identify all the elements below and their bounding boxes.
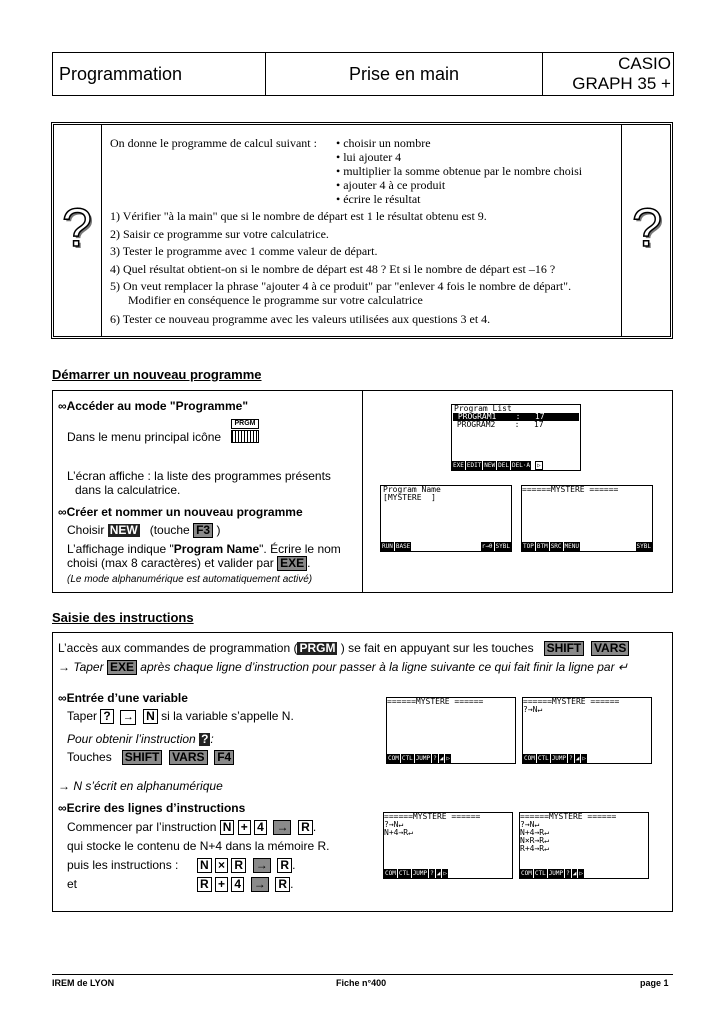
step-item: • ajouter 4 à ce produit	[336, 178, 446, 192]
puis-keys	[197, 858, 295, 873]
creer-title-text: Créer et nommer un nouveau programme	[66, 505, 303, 519]
menu-key	[532, 461, 534, 470]
four-key: 4	[231, 877, 244, 892]
calc-screen-program-name	[380, 485, 512, 552]
prgm-menu-icon	[231, 419, 259, 441]
menu-text: Dans le menu principal icône	[67, 430, 222, 444]
menu-key: COM	[385, 870, 396, 877]
calc-screen-program-list	[451, 404, 581, 471]
store-arrow-key: →	[253, 858, 271, 873]
alpha-note: (Le mode alphanumérique est automatiquement activé)	[67, 574, 313, 585]
menu-key: NEW	[484, 462, 496, 469]
taper-line	[58, 660, 628, 675]
step-item: • écrire le résultat	[336, 192, 421, 206]
plus-key: +	[215, 877, 228, 892]
menu-key: ?	[433, 755, 437, 762]
menu-key: r→θ	[481, 543, 493, 550]
calc-screen-mystere-3	[383, 812, 513, 879]
menu-key: EDIT	[466, 462, 482, 469]
screen-line: [MYSTERE ]	[383, 493, 436, 502]
menu-key: DEL	[498, 462, 509, 469]
screen-function-menu	[381, 542, 511, 551]
question-item: 4) Quel résultat obtient-on si le nombre de départ est 48 ? Et si le nombre de départ est –16 ?	[110, 262, 556, 276]
program-steps	[336, 136, 582, 206]
screen-line: Program List	[454, 404, 512, 413]
question-item: 1) Vérifier "à la main" que si le nombre de départ est 1 le résultat obtenu est 9.	[110, 209, 487, 223]
choisir-label: Choisir	[67, 523, 105, 537]
calc-screen-mystere-4	[519, 812, 649, 879]
menu-key	[412, 542, 473, 551]
menu-key: ◢	[572, 870, 577, 877]
header-title-right	[543, 53, 673, 95]
si-variable-text: si la variable s’appelle N.	[161, 709, 294, 723]
dot: .	[292, 858, 296, 872]
store-arrow-key: →	[251, 877, 269, 892]
screen-line: ======MYSTERE ======	[522, 485, 619, 494]
acces-line	[58, 641, 629, 656]
question-mark-icon: ?	[62, 198, 93, 258]
screen-line: Program Name	[383, 485, 441, 494]
n-key: N	[197, 858, 212, 873]
affichage-line2	[67, 556, 310, 571]
prgm-icon-label: PRGM	[231, 419, 259, 429]
r-key: R	[231, 858, 246, 873]
affichage-part: L’affichage indique "	[67, 542, 174, 556]
header-right-line1: CASIO	[618, 54, 671, 73]
footer-right: page 1	[640, 978, 669, 988]
r-key: R	[298, 820, 313, 835]
menu-key: CTL	[398, 870, 410, 877]
screen-line: N×R→R↵	[520, 836, 549, 845]
menu-key: EXE	[453, 462, 464, 469]
dot: .	[307, 556, 311, 570]
taper-text: → Taper	[58, 660, 104, 674]
question-key-dark: ?	[201, 732, 209, 746]
menu-key: COM	[524, 755, 535, 762]
menu-key: ▷	[537, 462, 541, 469]
screen-function-menu	[384, 869, 512, 878]
menu-key: MENU	[564, 543, 579, 550]
n-alpha-note: → N s’écrit en alphanumérique	[58, 779, 223, 793]
affichage-part: choisi (max 8 caractères) et valider par	[67, 556, 274, 570]
question-intro: On donne le programme de calcul suivant :	[110, 136, 317, 150]
menu-key: ?	[569, 755, 573, 762]
plus-key: +	[238, 820, 251, 835]
exe-key: EXE	[107, 660, 137, 675]
step-item: • multiplier la somme obtenue par le nombre choisi	[336, 164, 583, 178]
shift-key: SHIFT	[544, 641, 585, 656]
menu-key: COM	[388, 755, 399, 762]
program-name-label: Program Name	[173, 542, 260, 556]
menu-key: COM	[521, 870, 532, 877]
ecran-text1: L’écran affiche : la liste des programmes présents	[67, 469, 331, 483]
qui-stocke-text: qui stocke le contenu de N+4 dans la mémoire R.	[67, 839, 330, 853]
f4-key: F4	[214, 750, 234, 765]
section-title-saisie: Saisie des instructions	[52, 610, 194, 625]
puis-label: puis les instructions :	[67, 858, 179, 872]
menu-key	[478, 542, 480, 551]
menu-key: JUMP	[551, 755, 567, 762]
close-paren: )	[216, 523, 221, 537]
screen-line: ?→N↵	[520, 820, 540, 829]
menu-key: CTL	[537, 755, 549, 762]
calc-screen-editor	[521, 485, 653, 552]
et-keys	[197, 877, 293, 892]
menu-key: BASE	[395, 543, 411, 550]
screen-line: ======MYSTERE ======	[384, 812, 481, 821]
question-right-panel	[621, 125, 671, 336]
calc-screen-mystere-2	[522, 697, 652, 764]
f3-key: F3	[193, 523, 213, 538]
screen-function-menu	[523, 754, 651, 763]
screen-function-menu	[522, 542, 652, 551]
question-left-panel	[54, 125, 102, 336]
screen-line: R+4→R↵	[520, 844, 549, 853]
question-item: 6) Tester ce nouveau programme avec les valeurs utilisées aux questions 3 et 4.	[110, 312, 491, 326]
step-item: • choisir un nombre	[336, 136, 431, 150]
prgm-key: PRGM	[299, 641, 336, 655]
menu-key: BTM	[536, 543, 548, 550]
screen-line: N+4→R↵	[384, 828, 413, 837]
question-item: 5) On veut remplacer la phrase "ajouter 4 à ce produit" par "enlever 4 fois le nombre de départ".	[110, 279, 572, 293]
menu-key: ◢	[575, 755, 580, 762]
screen-function-menu	[387, 754, 515, 763]
screen-function-menu	[520, 869, 648, 878]
ecrire-title-text: Ecrire des lignes d’instructions	[66, 801, 246, 815]
footer-center: Fiche n°400	[336, 978, 387, 988]
screen-line-selected: PROGRAM1 : 17	[453, 413, 579, 421]
menu-key: JUMP	[412, 870, 428, 877]
screen-line: ======MYSTERE ======	[387, 697, 484, 706]
question-list	[110, 209, 616, 326]
acces-text: ) se fait en appuyant sur les touches	[340, 641, 534, 655]
entree-title-text: Entrée d’une variable	[66, 691, 188, 705]
acceder-title-text: Accéder au mode "Programme"	[66, 399, 249, 413]
ecrire-title: ∞Ecrire des lignes d’instructions	[58, 801, 246, 815]
choisir-line	[67, 523, 220, 538]
pour-obtenir-text: Pour obtenir l’instruction	[67, 732, 196, 746]
header-right-line2: GRAPH 35 +	[572, 74, 671, 93]
question-item: 2) Saisir ce programme sur votre calculatrice.	[110, 227, 329, 241]
menu-key: SYBL	[495, 543, 510, 550]
menu-key: ▷	[579, 870, 584, 877]
menu-key: ◢	[436, 870, 441, 877]
four-key: 4	[254, 820, 267, 835]
menu-key: JUMP	[548, 870, 564, 877]
store-arrow-key: →	[273, 820, 291, 835]
screen-line: ?→N↵	[523, 705, 543, 714]
affichage-line1	[67, 542, 341, 557]
dot: .	[312, 820, 317, 834]
menu-key	[581, 542, 635, 551]
commencer-line	[67, 820, 316, 835]
r-key: R	[277, 858, 292, 873]
screen-line: N+4→R↵	[520, 828, 549, 837]
page-header	[52, 52, 674, 96]
menu-key: ▷	[446, 755, 451, 762]
step-item: • lui ajouter 4	[336, 150, 402, 164]
screen-line: ======MYSTERE ======	[520, 812, 617, 821]
question-key: ?	[100, 709, 113, 724]
menu-key: TOP	[523, 543, 534, 550]
screen-line: PROGRAM2 : 17	[452, 420, 544, 429]
menu-key: SYBL	[636, 543, 651, 550]
store-arrow-key: →	[120, 710, 136, 725]
n-key: N	[143, 709, 158, 724]
question-item: 3) Tester le programme avec 1 comme valeur de départ.	[110, 244, 378, 258]
taper-text: après chaque ligne d’instruction pour passer à la ligne suivante ce qui fait finir la ligne par ↵	[140, 660, 628, 674]
menu-key	[475, 542, 477, 551]
touches-label: Touches	[67, 750, 112, 764]
r-key: R	[197, 877, 212, 892]
acces-text: L’accès aux commandes de programmation (	[58, 641, 298, 655]
header-title-left: Programmation	[53, 53, 266, 95]
menu-key: DEL·A	[511, 462, 531, 469]
menu-key: ?	[430, 870, 434, 877]
n-key: N	[220, 820, 235, 835]
exe-key: EXE	[277, 556, 307, 571]
touches-line	[67, 750, 234, 765]
vars-key: VARS	[591, 641, 629, 656]
touche-label: (touche	[149, 523, 190, 537]
affichage-part: ". Écrire le nom	[259, 542, 341, 556]
commencer-text: Commencer par l’instruction	[67, 820, 217, 834]
times-key: ×	[215, 858, 228, 873]
vars-key: VARS	[169, 750, 207, 765]
screen-line: ======MYSTERE ======	[523, 697, 620, 706]
menu-key: ▷	[582, 755, 587, 762]
taper-label: Taper	[67, 709, 98, 723]
menu-key: RUN	[382, 543, 393, 550]
menu-key: SRC	[550, 543, 562, 550]
header-title-center: Prise en main	[266, 53, 543, 95]
question-item-continued: Modifier en conséquence le programme sur votre calculatrice	[128, 293, 423, 307]
r-key: R	[275, 877, 290, 892]
menu-key: ◢	[439, 755, 444, 762]
section-title-demarrer: Démarrer un nouveau programme	[52, 367, 262, 382]
shift-key: SHIFT	[122, 750, 163, 765]
pour-obtenir-line	[67, 732, 214, 747]
acceder-title: ∞Accéder au mode "Programme"	[58, 399, 249, 413]
screen-function-menu	[452, 461, 580, 470]
et-label: et	[67, 877, 78, 891]
menu-key: JUMP	[415, 755, 431, 762]
menu-key: ▷	[443, 870, 448, 877]
menu-key: ?	[566, 870, 570, 877]
colon: :	[210, 732, 214, 746]
taper-variable-line	[67, 709, 294, 725]
new-key: NEW	[109, 523, 138, 537]
menu-key: CTL	[534, 870, 546, 877]
question-mark-icon: ?	[632, 198, 663, 258]
ecran-text2: dans la calculatrice.	[75, 483, 181, 497]
entree-title: ∞Entrée d’une variable	[58, 691, 188, 705]
footer-rule	[52, 974, 673, 975]
menu-key: CTL	[401, 755, 413, 762]
creer-title: ∞Créer et nommer un nouveau programme	[58, 505, 303, 519]
dot: .	[290, 877, 294, 891]
footer-left: IREM de LYON	[52, 978, 115, 988]
screen-line: ?→N↵	[384, 820, 404, 829]
calc-screen-mystere-1	[386, 697, 516, 764]
